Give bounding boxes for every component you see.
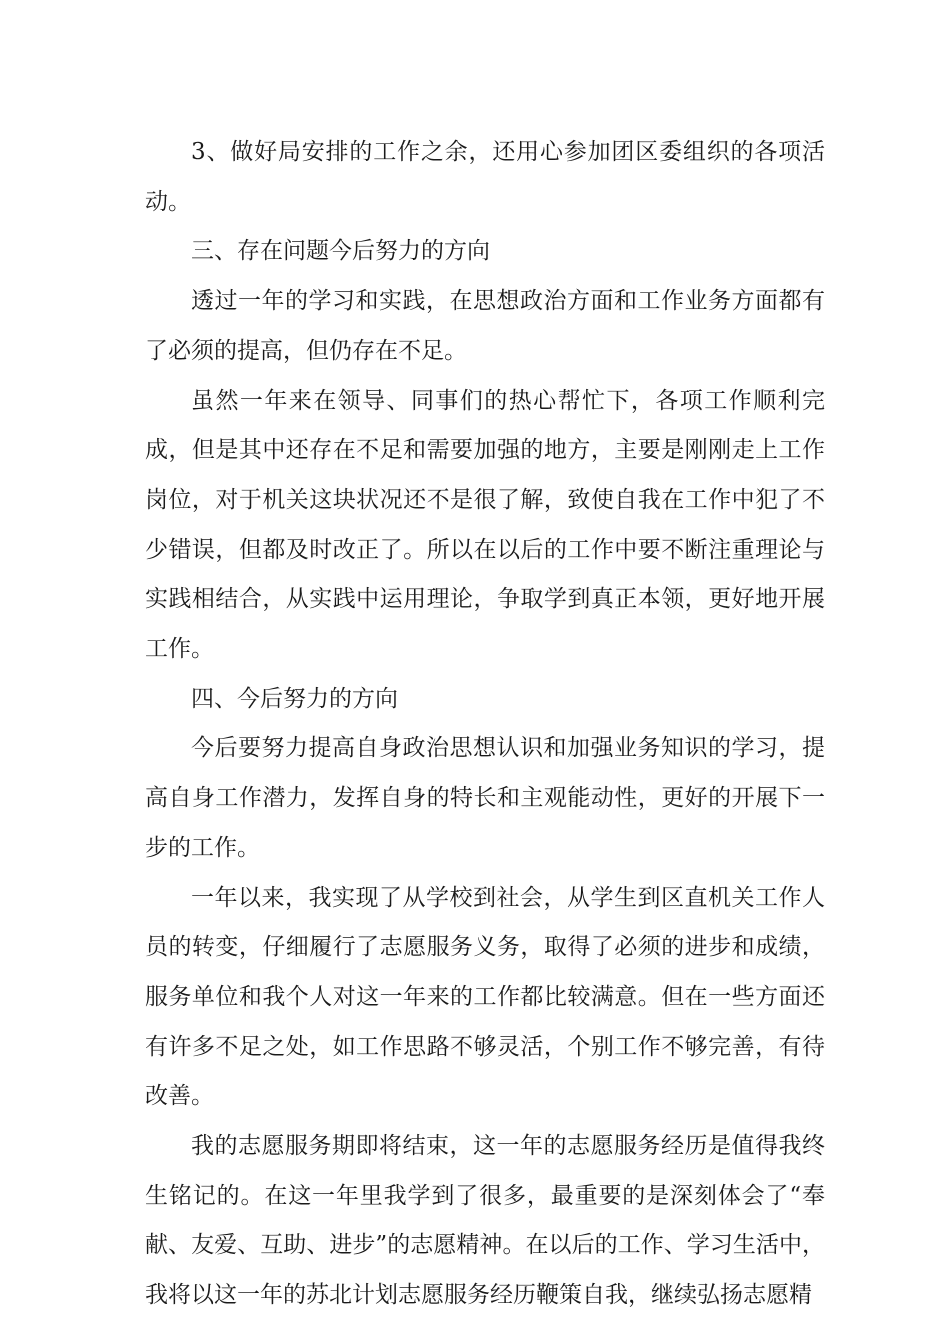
heading-future-direction: 四、今后努力的方向 xyxy=(191,685,398,712)
paragraph-year-summary: 一年以来，我实现了从学校到社会，从学生到区直机关工作人员的转变，仔细履行了志愿服务义务，取得了必须的进步和成绩，服务单位和我个人对这一年来的工作都比较满意。但在一些方面还有许多不足之处，如工作思路不够灵活，个别工作不够完善，有待改善。 xyxy=(145,884,825,1110)
paragraph-volunteer-conclusion: 我的志愿服务期即将结束，这一年的志愿服务经历是值得我终生铭记的。在这一年里我学到了很多，最重要的是深刻体会了“奉献、友爱、互助、进步”的志愿精神。在以后的工作、学习生活中，我将以这一年的苏北计划志愿服务经历鞭策自我，继续弘扬志愿精 xyxy=(145,1133,825,1309)
paragraph-activities: 3、做好局安排的工作之余，还用心参加团区委组织的各项活动。 xyxy=(145,139,825,215)
paragraph-improvement: 透过一年的学习和实践，在思想政治方面和工作业务方面都有了必须的提高，但仍存在不足。 xyxy=(145,288,825,364)
paragraph-future-plan: 今后要努力提高自身政治思想认识和加强业务知识的学习，提高自身工作潜力，发挥自身的特长和主观能动性，更好的开展下一步的工作。 xyxy=(145,735,825,861)
heading-problems-direction: 三、存在问题今后努力的方向 xyxy=(191,238,490,265)
paragraph-shortcomings: 虽然一年来在领导、同事们的热心帮忙下，各项工作顺利完成，但是其中还存在不足和需要加强的地方，主要是刚刚走上工作岗位，对于机关这块状况还不是很了解，致使自我在工作中犯了不少错误，但都及时改正了。所以在以后的工作中要不断注重理论与实践相结合，从实践中运用理论，争取学到真正本领，更好地开展工作。 xyxy=(145,387,825,663)
document-body xyxy=(145,128,825,1321)
